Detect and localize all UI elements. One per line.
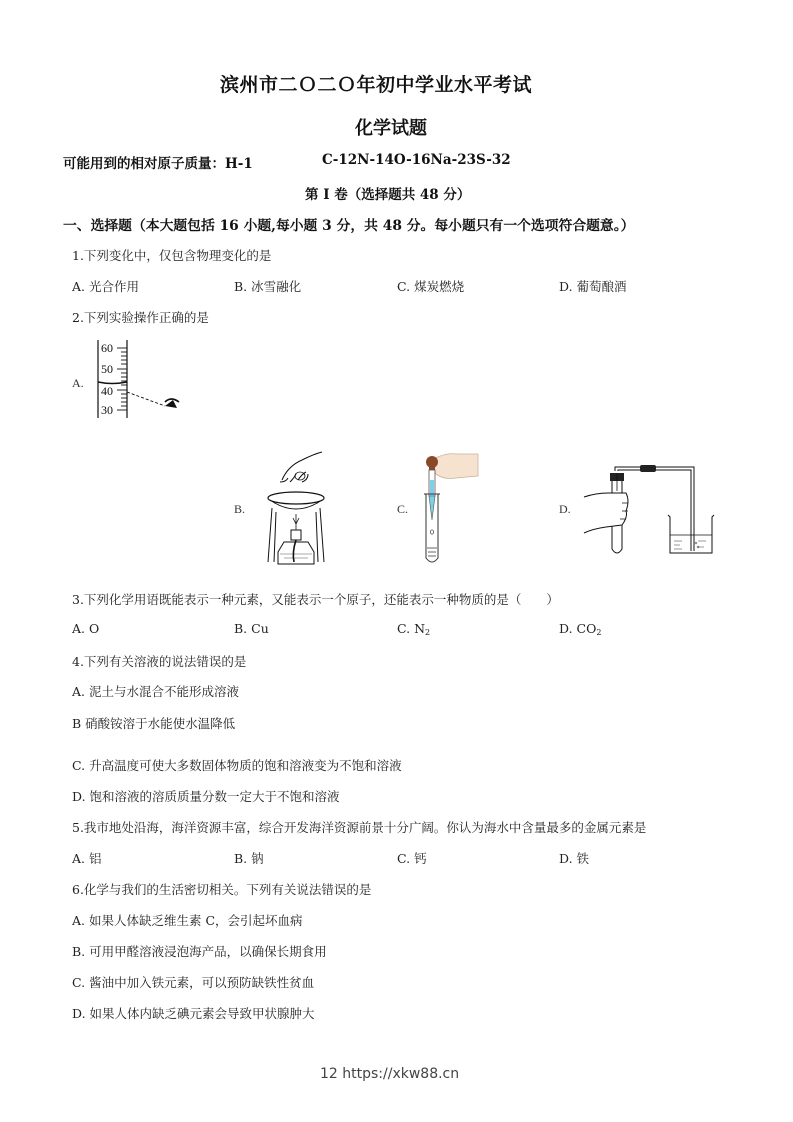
graduated-cylinder-figure (95, 338, 185, 423)
question-3-stem: 3.下列化学用语既能表示一种元素，又能表示一个原子，还能表示一种物质的是（ ） (72, 592, 559, 607)
q1-option-d: D. 葡萄酿酒 (559, 279, 627, 294)
q1-option-b: B. 冰雪融化 (234, 279, 302, 294)
q4-option-d: D. 饱和溶液的溶质质量分数一定大于不饱和溶液 (72, 789, 340, 804)
svg-text:60: 60 (101, 341, 113, 355)
q5-option-a: A. 铝 (72, 851, 102, 866)
svg-text:50: 50 (101, 362, 113, 376)
atomic-masses-values: C-12N-14O-16Na-23S-32 (322, 152, 511, 168)
q3-option-d-formula: CO (576, 621, 597, 636)
exam-title: 滨州市二Ｏ二Ｏ年初中学业水平考试 (220, 74, 533, 96)
q3-option-d-subscript: 2 (596, 628, 602, 637)
q6-option-d: D. 如果人体内缺乏碘元素会导致甲状腺肿大 (72, 1006, 315, 1021)
figure-b-label: B. (234, 502, 246, 516)
question-5-stem: 5.我市地处沿海，海洋资源丰富，综合开发海洋资源前景十分广阔。你认为海水中含量最多的金属元素是 (72, 820, 647, 835)
q3-option-d-prefix: D. (559, 621, 577, 636)
q3-option-c-subscript: 2 (425, 628, 431, 637)
q3-option-d (559, 621, 601, 637)
svg-text:30: 30 (101, 403, 113, 417)
figure-c-label: C. (397, 502, 409, 516)
exam-subtitle: 化学试题 (355, 118, 427, 139)
evaporation-figure (262, 452, 332, 567)
dropper-figure (418, 450, 480, 568)
q4-option-b: B 硝酸铵溶于水能使水温降低 (72, 716, 236, 731)
q1-option-a: A. 光合作用 (72, 279, 139, 294)
q6-option-c: C. 酱油中加入铁元素，可以预防缺铁性贫血 (72, 975, 315, 990)
q5-option-b: B. 钠 (234, 851, 264, 866)
q3-option-a (72, 621, 99, 636)
q3-option-c-formula: N (414, 621, 426, 636)
q3-option-b (234, 621, 269, 636)
q3-option-c (397, 621, 430, 637)
q3-option-c-prefix: C. (397, 621, 415, 636)
page-footer: 12 https://xkw88.cn (320, 1066, 460, 1082)
atomic-masses-label: 可能用到的相对原子质量：H-1 (63, 156, 253, 172)
section-title: 一、选择题（本大题包括 16 小题,每小题 3 分，共 48 分。每小题只有一个选项符合题意。） (63, 218, 635, 234)
q3-option-a-formula: O (88, 621, 100, 636)
svg-text:40: 40 (101, 384, 113, 398)
q5-option-c: C. 钙 (397, 851, 427, 866)
q3-option-b-formula: Cu (251, 621, 269, 636)
question-2-stem: 2.下列实验操作正确的是 (72, 310, 209, 325)
q4-option-a: A. 泥土与水混合不能形成溶液 (72, 684, 239, 699)
volume-title: 第 I 卷（选择题共 48 分） (305, 187, 471, 203)
figure-a-label: A. (72, 376, 84, 390)
q1-option-c: C. 煤炭燃烧 (397, 279, 465, 294)
q6-option-b: B. 可用甲醛溶液浸泡海产品，以确保长期食用 (72, 944, 327, 959)
q5-option-d: D. 铁 (559, 851, 590, 866)
question-1-stem: 1.下列变化中，仅包含物理变化的是 (72, 248, 272, 263)
q4-option-c: C. 升高温度可使大多数固体物质的饱和溶液变为不饱和溶液 (72, 758, 402, 773)
q3-option-a-prefix: A. (72, 621, 89, 636)
question-6-stem: 6.化学与我们的生活密切相关。下列有关说法错误的是 (72, 882, 372, 897)
airtightness-figure (582, 463, 712, 558)
q3-option-b-prefix: B. (234, 621, 252, 636)
question-4-stem: 4.下列有关溶液的说法错误的是 (72, 654, 247, 669)
figure-d-label: D. (559, 502, 571, 516)
q6-option-a: A. 如果人体缺乏维生素 C，会引起坏血病 (72, 913, 303, 928)
